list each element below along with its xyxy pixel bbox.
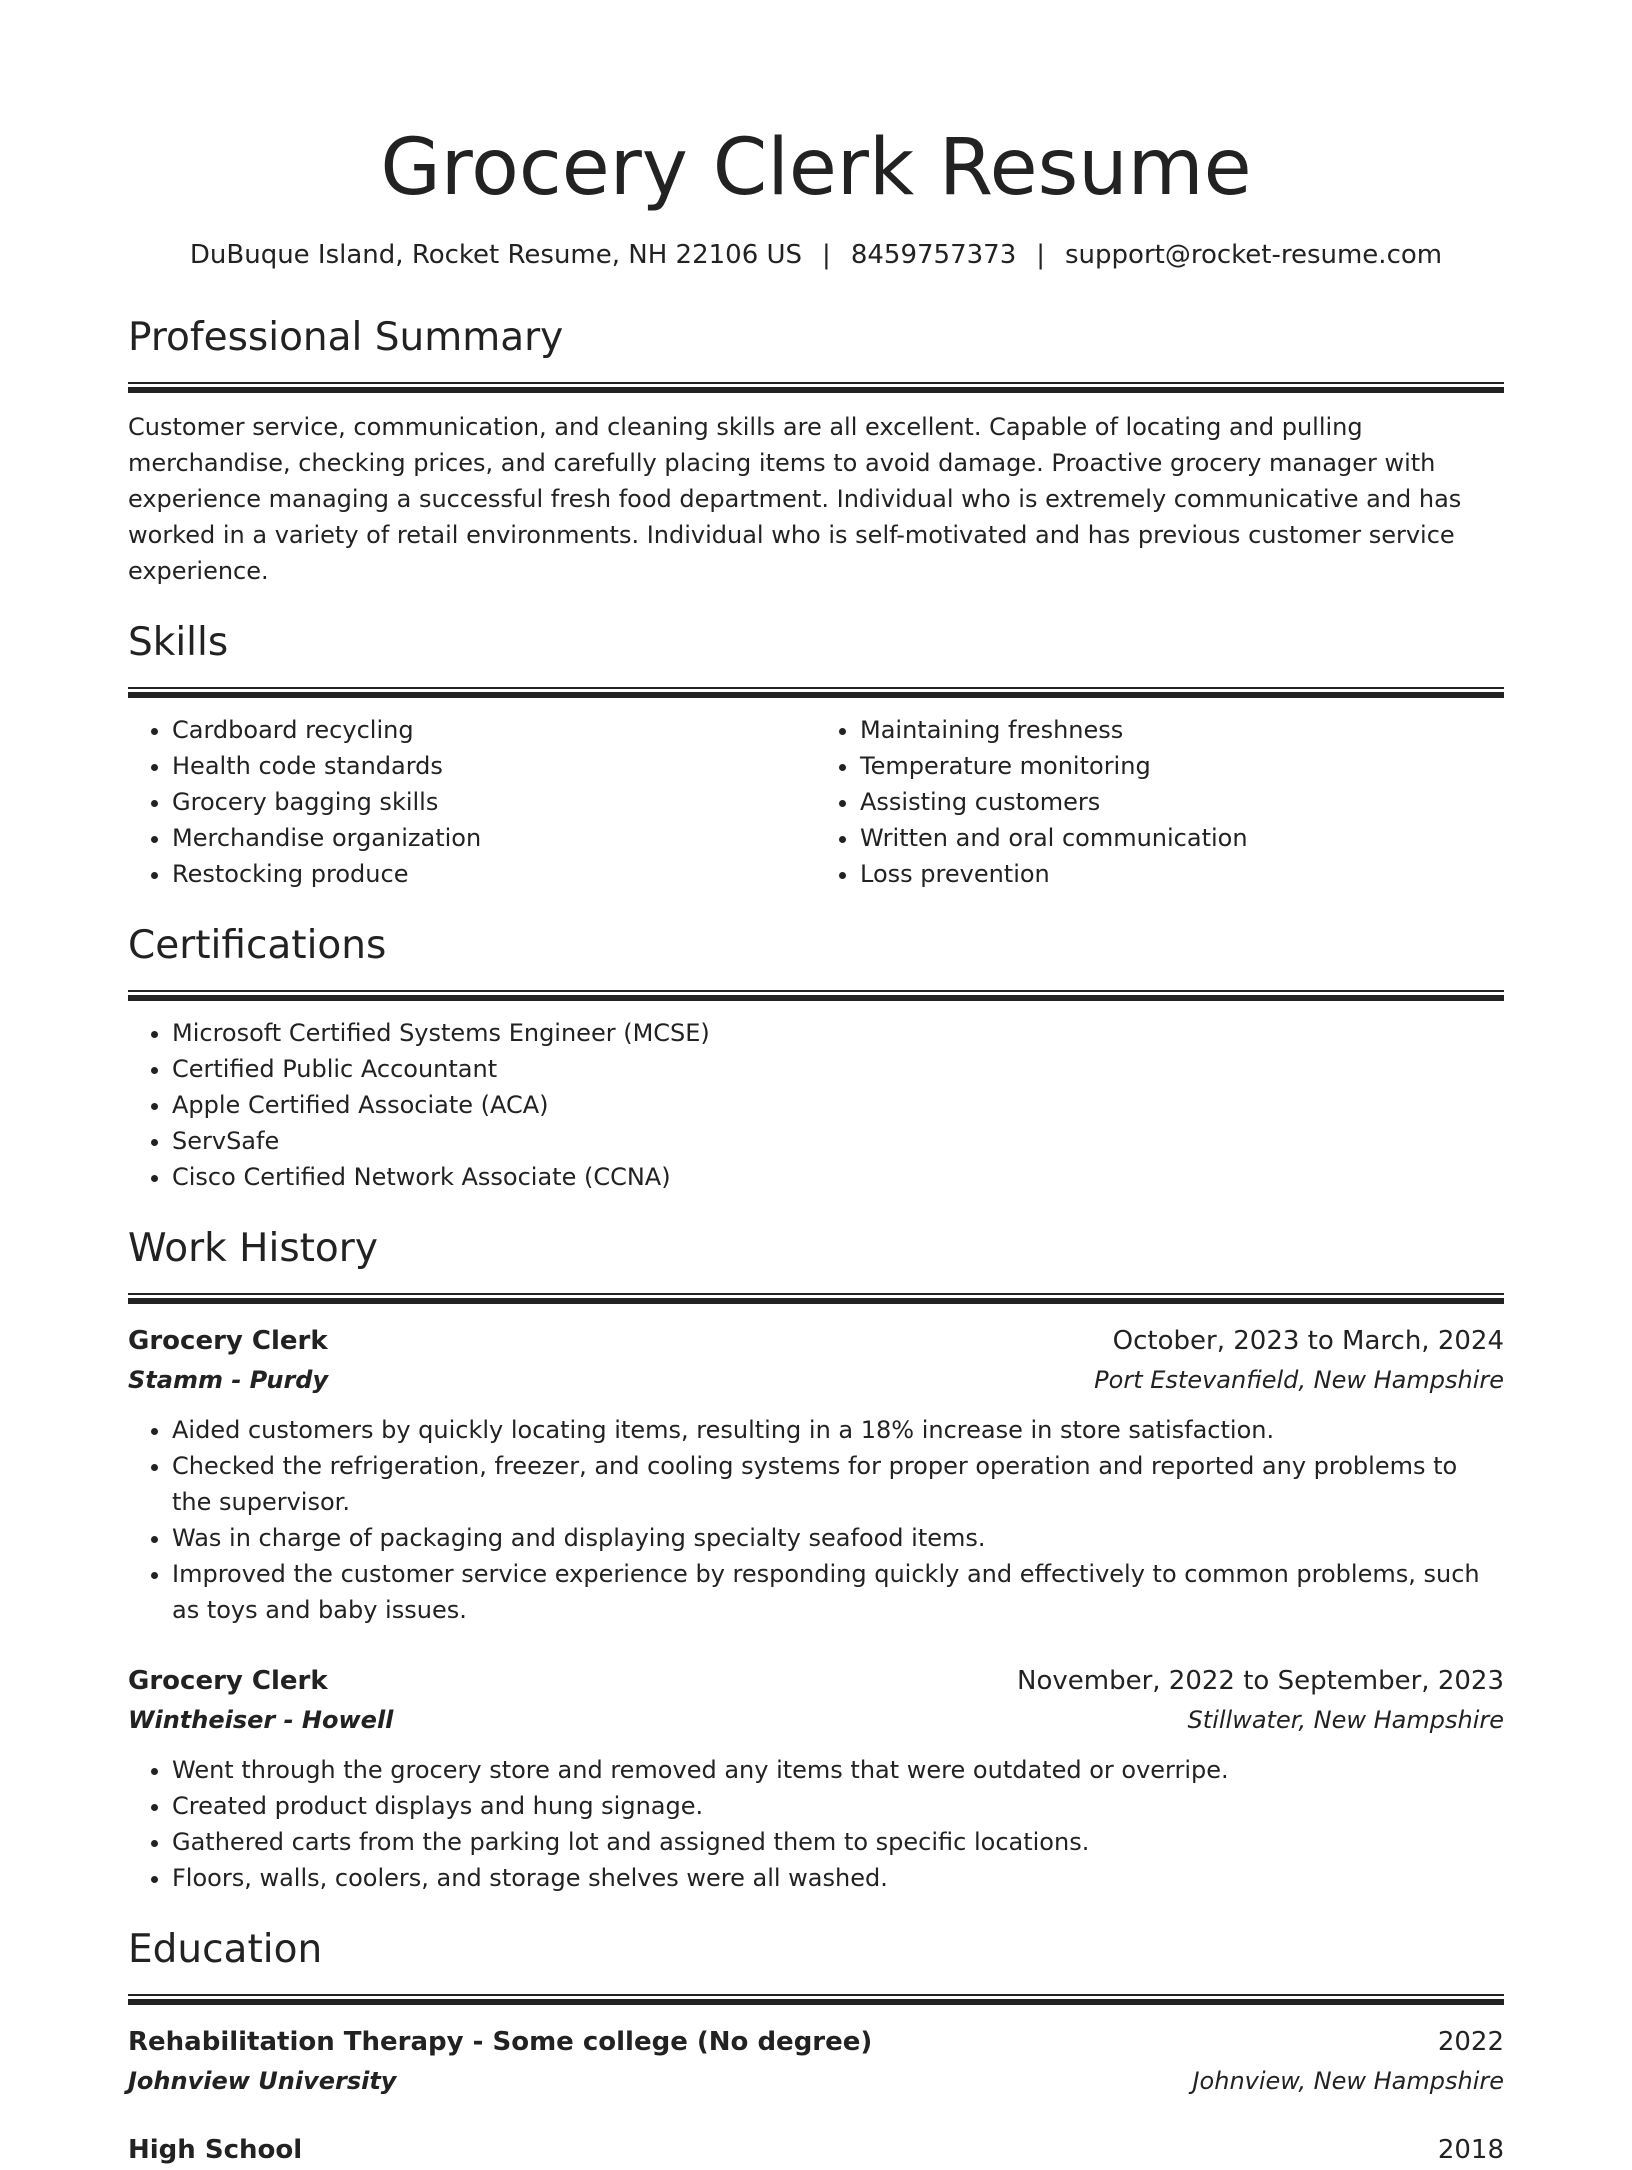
- job-bullet: • Floors, walls, coolers, and storage shelves were all washed.: [172, 1860, 1504, 1896]
- skills-list-left: [128, 712, 816, 892]
- skill-item: • Written and oral communication: [860, 820, 1504, 856]
- job-bullet: • Gathered carts from the parking lot and assigned them to specific locations.: [172, 1824, 1504, 1860]
- job-bullet: • Was in charge of packaging and displaying specialty seafood items.: [172, 1520, 1504, 1556]
- job-entry: [128, 1662, 1504, 1896]
- section-divider: [128, 382, 1504, 393]
- job-company: Wintheiser - Howell: [128, 1706, 394, 1734]
- job-title: Grocery Clerk: [128, 1666, 328, 1696]
- summary-heading: Professional Summary: [128, 315, 564, 360]
- certifications-section: [128, 922, 1504, 1195]
- certification-item: • Apple Certified Associate (ACA): [172, 1087, 1504, 1123]
- resume-title: Grocery Clerk Resume: [380, 123, 1252, 213]
- contact-email: support@rocket-resume.com: [1065, 240, 1443, 270]
- education-location: Johnview, New Hampshire: [1192, 2067, 1504, 2095]
- skill-item: • Restocking produce: [172, 856, 816, 892]
- section-divider: [128, 990, 1504, 1001]
- skill-item: • Maintaining freshness: [860, 712, 1504, 748]
- summary-section: [128, 314, 1504, 589]
- work-history-heading: Work History: [128, 1226, 378, 1271]
- section-divider: [128, 1293, 1504, 1304]
- section-divider: [128, 1994, 1504, 2005]
- education-header-row: [128, 2023, 1504, 2062]
- job-bullet: • Improved the customer service experience by responding quickly and effectively to common problems, such as toys and baby issues.: [172, 1556, 1504, 1628]
- skill-item: • Grocery bagging skills: [172, 784, 816, 820]
- job-location: Stillwater, New Hampshire: [1187, 1706, 1504, 1734]
- education-header-row: [128, 2131, 1504, 2170]
- job-bullets: [128, 1412, 1504, 1628]
- skill-item: • Health code standards: [172, 748, 816, 784]
- work-history-section: [128, 1225, 1504, 1896]
- certification-item: • Certified Public Accountant: [172, 1051, 1504, 1087]
- job-location: Port Estevanfield, New Hampshire: [1094, 1366, 1504, 1394]
- education-degree: Rehabilitation Therapy - Some college (No degree): [128, 2027, 873, 2057]
- education-degree: High School: [128, 2135, 303, 2165]
- education-entry: [128, 2131, 1504, 2170]
- job-header-row: [128, 1322, 1504, 1361]
- job-bullet: • Went through the grocery store and removed any items that were outdated or overripe.: [172, 1752, 1504, 1788]
- job-bullet: • Checked the refrigeration, freezer, and cooling systems for proper operation and reported any problems to the supervisor.: [172, 1448, 1504, 1520]
- skill-item: • Loss prevention: [860, 856, 1504, 892]
- job-title: Grocery Clerk: [128, 1326, 328, 1356]
- contact-address: DuBuque Island, Rocket Resume, NH 22106 US: [189, 240, 803, 270]
- contact-separator: |: [822, 240, 831, 270]
- education-heading: Education: [128, 1927, 323, 1972]
- contact-separator: |: [1036, 240, 1045, 270]
- skills-list-right: [816, 712, 1504, 892]
- education-school: Johnview University: [128, 2067, 397, 2095]
- job-bullet: • Created product displays and hung signage.: [172, 1788, 1504, 1824]
- skills-heading: Skills: [128, 620, 229, 665]
- skill-item: • Temperature monitoring: [860, 748, 1504, 784]
- skill-item: • Cardboard recycling: [172, 712, 816, 748]
- contact-phone: 8459757373: [850, 240, 1017, 270]
- job-company-row: [128, 1701, 1504, 1740]
- contact-line: [128, 238, 1504, 272]
- certification-item: • Cisco Certified Network Associate (CCNA): [172, 1159, 1504, 1195]
- summary-text: Customer service, communication, and cleaning skills are all excellent. Capable of locating and pulling merchandise, checking prices, and carefully placing items to avoid damage. Proactive grocery manager with experience managing a successful fresh food department. Individual who is extremely communicative and has worked in a variety of retail environments. Individual who is self-motivated and has previous customer service experience.: [128, 413, 1462, 585]
- certifications-list: [128, 1015, 1504, 1195]
- job-bullet: • Aided customers by quickly locating items, resulting in a 18% increase in store satisfaction.: [172, 1412, 1504, 1448]
- certifications-heading: Certifications: [128, 923, 387, 968]
- education-section: [128, 1926, 1504, 2170]
- job-bullets: [128, 1752, 1504, 1896]
- education-entry: [128, 2023, 1504, 2101]
- skills-grid: [128, 712, 1504, 892]
- job-company-row: [128, 1361, 1504, 1400]
- education-year: 2018: [1437, 2135, 1504, 2165]
- job-entry: [128, 1322, 1504, 1628]
- job-header-row: [128, 1662, 1504, 1701]
- skill-item: • Merchandise organization: [172, 820, 816, 856]
- skill-item: • Assisting customers: [860, 784, 1504, 820]
- job-dates: October, 2023 to March, 2024: [1112, 1326, 1504, 1356]
- education-school-row: [128, 2062, 1504, 2101]
- job-company: Stamm - Purdy: [128, 1366, 329, 1394]
- certification-item: • Microsoft Certified Systems Engineer (MCSE): [172, 1015, 1504, 1051]
- certification-item: • ServSafe: [172, 1123, 1504, 1159]
- section-divider: [128, 687, 1504, 698]
- skills-section: [128, 619, 1504, 892]
- education-year: 2022: [1437, 2027, 1504, 2057]
- job-dates: November, 2022 to September, 2023: [1017, 1666, 1504, 1696]
